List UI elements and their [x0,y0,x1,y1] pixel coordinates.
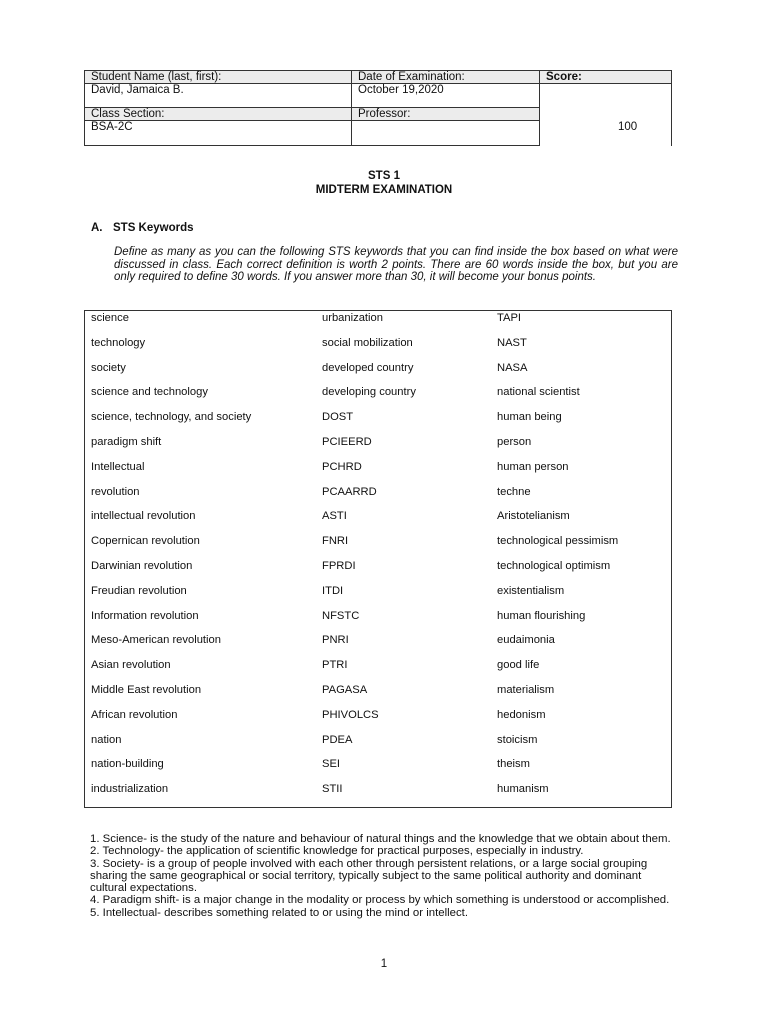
keyword-row [85,684,673,700]
keyword-item: TAPI [497,312,522,324]
keyword-item: paradigm shift [91,436,162,448]
keyword-item: human person [497,460,569,473]
keyword-row [85,362,673,378]
keyword-row [85,510,673,526]
answer-item: 5. Intellectual- describes something related to or using the mind or intellect. [90,906,468,919]
keyword-item: FNRI [322,535,349,548]
date-value: October 19,2020 [352,84,540,108]
keyword-item: human flourishing [497,609,586,622]
keyword-item: revolution [91,485,140,498]
keyword-row [85,535,673,551]
keyword-item: hedonism [497,708,546,721]
keyword-item: person [497,436,532,448]
keyword-item: technology [91,336,146,349]
class-section-label: Class Section: [85,108,352,121]
keyword-row [85,734,673,750]
keyword-item: techne [497,485,531,498]
keyword-item: social mobilization [322,336,413,349]
section-letter: A. [91,222,103,234]
date-label: Date of Examination: [352,71,540,84]
keyword-item: PTRI [322,659,348,672]
keyword-item: Information revolution [91,609,199,622]
keyword-row [85,560,673,576]
keyword-item: technological pessimism [497,535,619,548]
keyword-item: intellectual revolution [91,510,196,523]
score-label: Score: [540,71,671,84]
keyword-item: technological optimism [497,560,611,572]
keyword-item: Meso-American revolution [91,634,221,647]
keyword-item: PAGASA [322,684,368,696]
section-title: STS Keywords [113,222,194,234]
keyword-item: industrialization [91,783,169,796]
keyword-item: science and technology [91,386,208,399]
keyword-item: Copernican revolution [91,535,200,548]
answer-item: 2. Technology- the application of scientific knowledge for practical purposes, especially in industry. [90,845,584,858]
keyword-item: NFSTC [322,609,360,622]
keyword-item: African revolution [91,708,178,721]
page-number: 1 [380,958,388,970]
student-info-table [84,70,672,146]
professor-value [352,121,540,146]
keyword-item: society [91,361,126,374]
keyword-item: PNRI [322,634,349,647]
keyword-row [85,486,673,502]
keyword-row [85,610,673,626]
keyword-row [85,386,673,402]
student-name-value: David, Jamaica B. [85,84,352,108]
keyword-row [85,337,673,353]
keyword-item: Darwinian revolution [91,560,193,572]
keyword-row [85,312,673,328]
keyword-item: PCAARRD [322,485,377,498]
exam-title: MIDTERM EXAMINATION [315,184,453,196]
keyword-row [85,709,673,725]
keyword-item: Freudian revolution [91,584,187,597]
keyword-item: existentialism [497,584,565,597]
class-section-value: BSA-2C [85,121,352,146]
keyword-item: Aristotelianism [497,510,570,523]
keyword-item: nation-building [91,758,164,771]
answer-item: 4. Paradigm shift- is a major change in the modality or process by which something is understood or accomplished. [90,894,670,907]
keywords-box [84,310,672,808]
keyword-item: NASA [497,361,528,374]
keyword-item: PHIVOLCS [322,708,379,721]
keyword-item: humanism [497,783,549,796]
score-cell [540,84,671,146]
answers-list [90,833,672,919]
keyword-item: developed country [322,361,414,374]
keyword-item: stoicism [497,733,538,746]
professor-label: Professor: [352,108,540,121]
keyword-item: developing country [322,386,416,399]
section-a-heading [91,222,194,234]
keyword-item: DOST [322,411,354,424]
keyword-item: PDEA [322,733,353,746]
keyword-row [85,783,673,799]
keyword-item: NAST [497,336,527,349]
keyword-item: human being [497,411,562,424]
keyword-row [85,758,673,774]
keyword-item: science [91,312,129,324]
keyword-row [85,436,673,452]
instructions-paragraph: Define as many as you can the following STS keywords that you can find inside the box based on what were discussed in class. Each correct definition is worth 2 points. There are 60 words inside the box, but you are only required to define 30 words. If you answer more than 30, it will become your bonus points. [114,246,678,283]
keyword-row [85,411,673,427]
keyword-item: theism [497,758,530,771]
keyword-row [85,585,673,601]
student-name-label: Student Name (last, first): [85,71,352,84]
keyword-item: STII [322,783,343,796]
keyword-item: FPRDI [322,560,356,572]
keyword-item: national scientist [497,386,580,399]
keyword-item: PCHRD [322,460,362,473]
keyword-item: science, technology, and society [91,411,252,424]
course-title: STS 1 [368,170,400,182]
keyword-item: Intellectual [91,460,145,473]
keyword-item: ASTI [322,510,347,523]
keyword-row [85,461,673,477]
answer-item: 3. Society- is a group of people involved with each other through persistent relations, or a large social grouping sharing the same geographical or social territory, typically subject to the same political authority and dominant cultural expectations. [90,857,648,895]
keyword-item: nation [91,733,122,746]
keyword-item: Middle East revolution [91,684,202,696]
keyword-item: ITDI [322,584,344,597]
keyword-item: materialism [497,684,555,696]
keyword-item: PCIEERD [322,436,372,448]
keyword-item: Asian revolution [91,659,171,672]
keyword-item: eudaimonia [497,634,555,647]
score-value: 100 [618,121,638,133]
answer-item: 1. Science- is the study of the nature and behaviour of natural things and the knowledge that we obtain about them. [90,833,671,845]
keyword-row [85,634,673,650]
keyword-item: good life [497,659,540,672]
keyword-item: urbanization [322,312,383,324]
keyword-row [85,659,673,675]
keyword-item: SEI [322,758,341,771]
